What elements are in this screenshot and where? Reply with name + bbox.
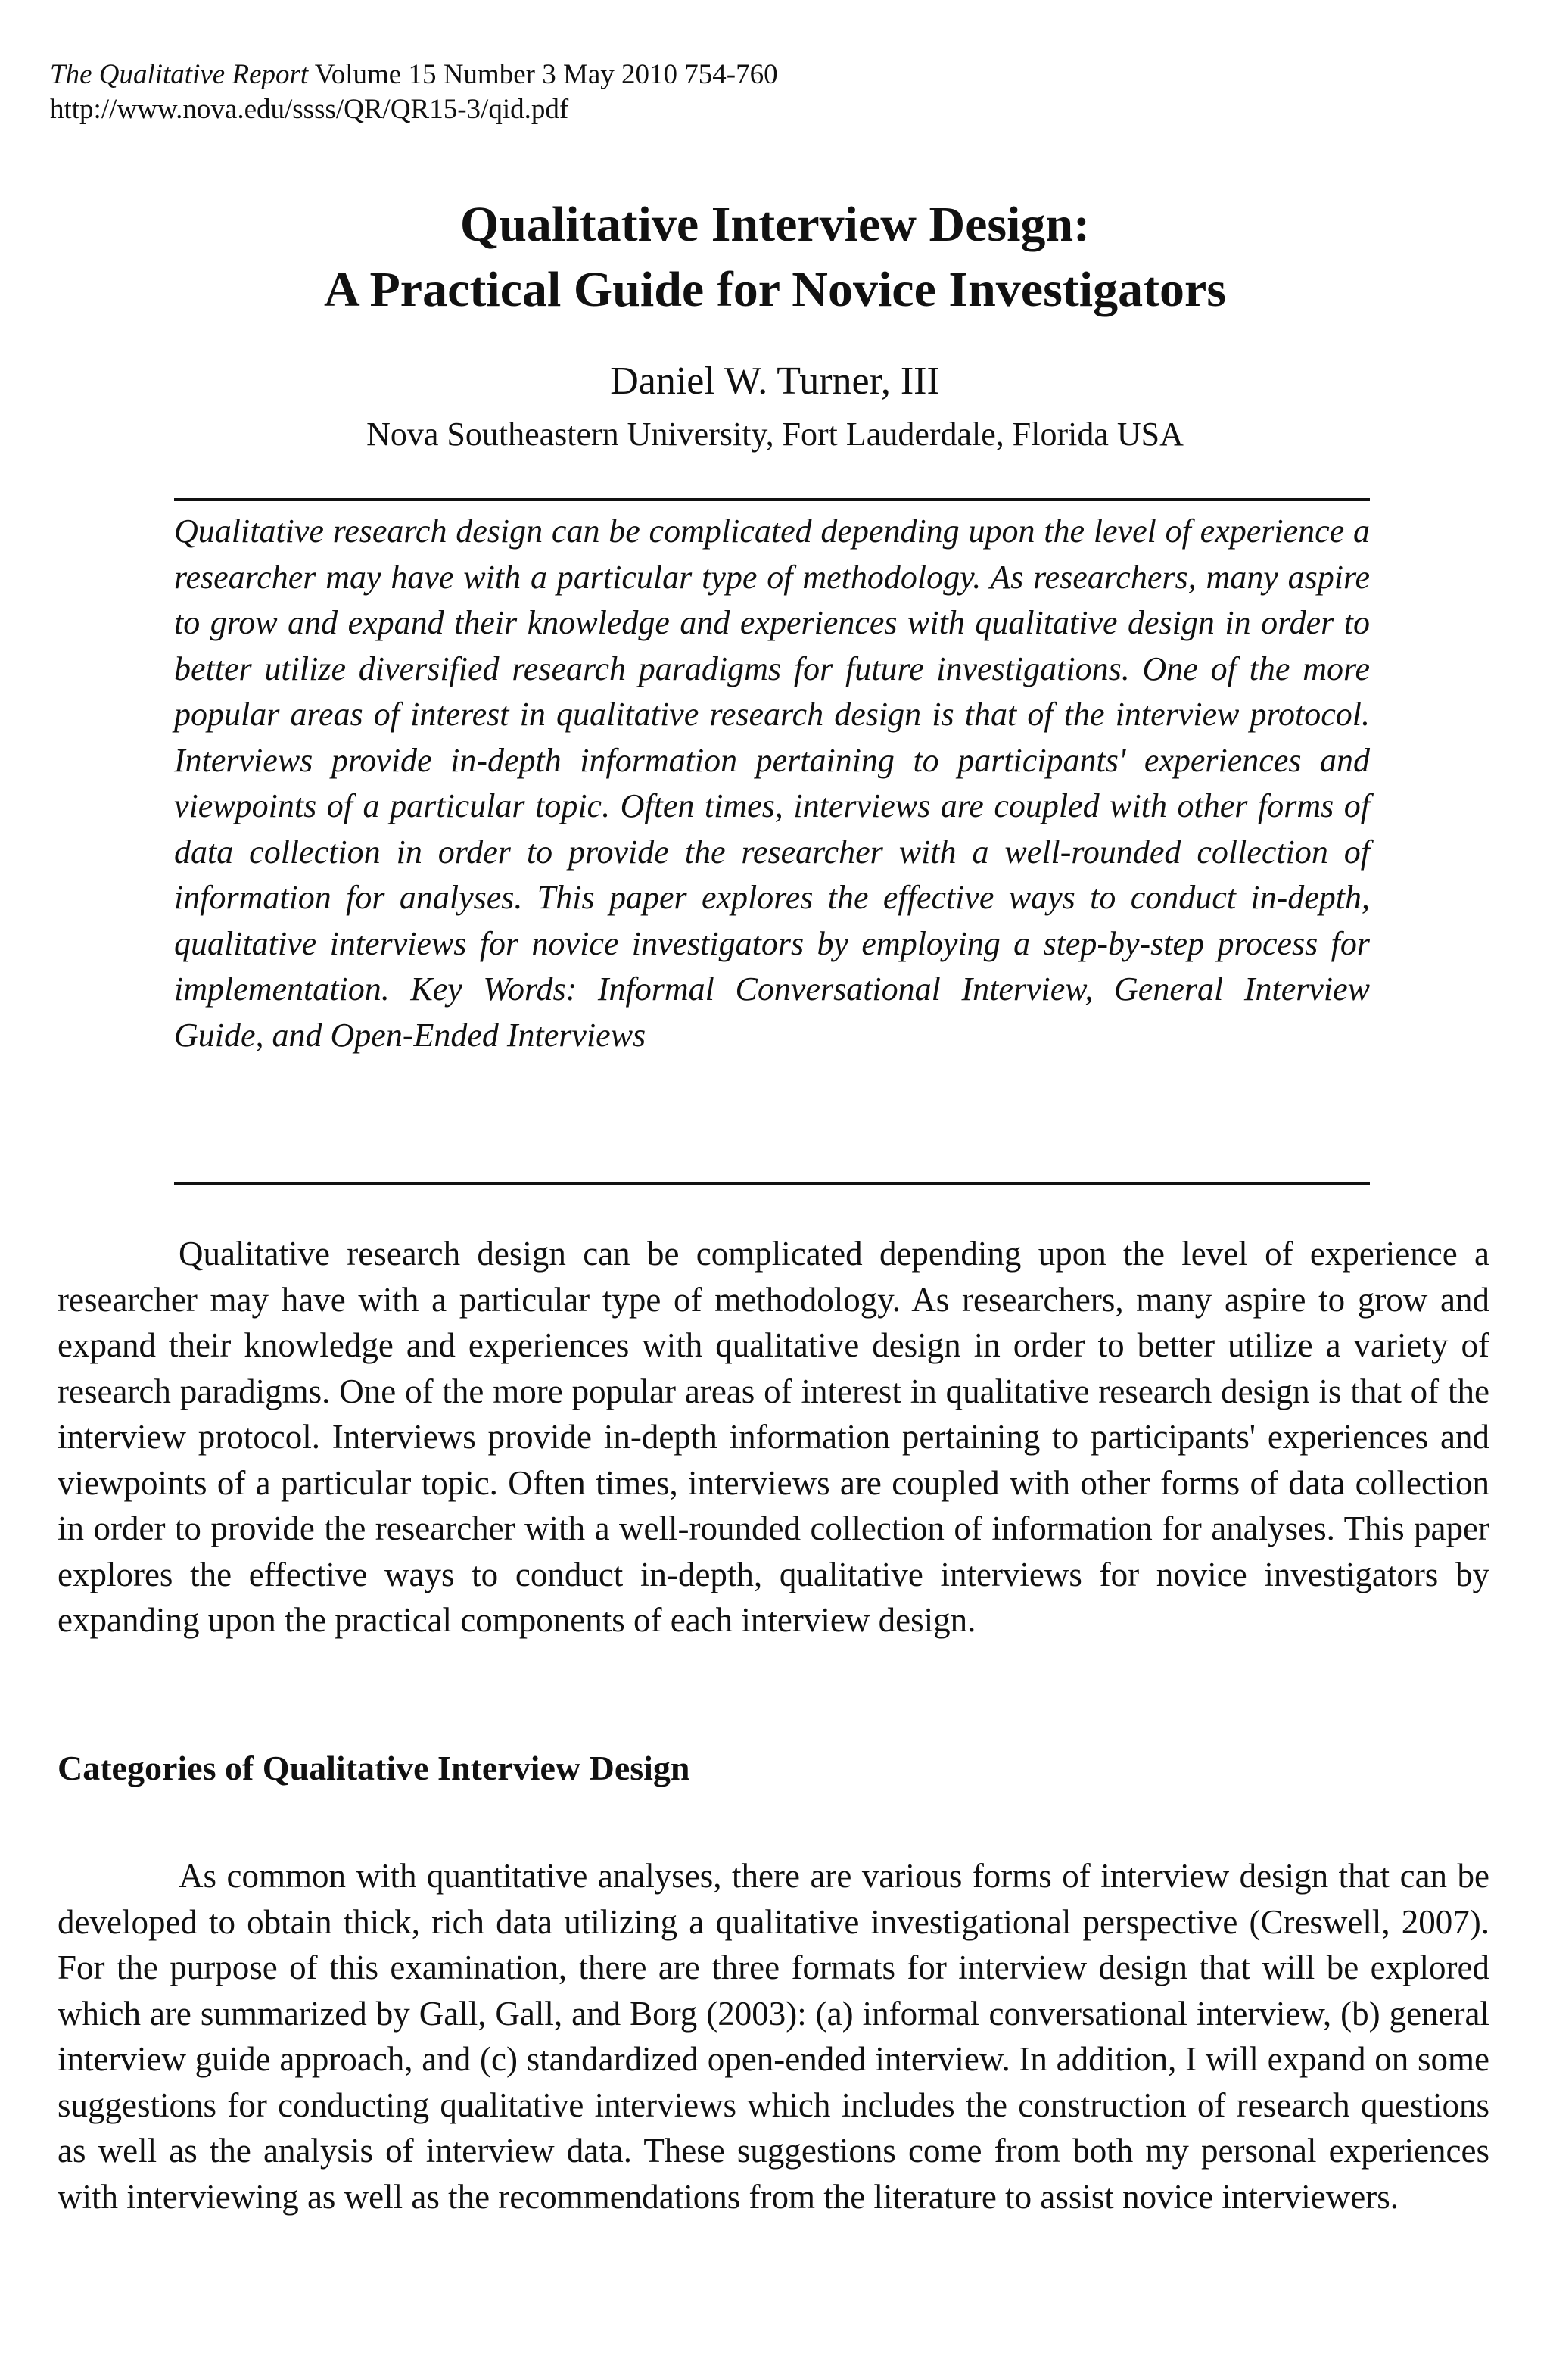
author-name: Daniel W. Turner, III xyxy=(610,360,940,403)
abstract-bottom-rule xyxy=(174,1182,1370,1185)
journal-header xyxy=(50,58,778,127)
abstract: Qualitative research design can be complicated depending upon the level of experience a researcher may have with a particular type of methodology. As researchers, many aspire to grow and expand their knowledge and experiences with qualitative design in order to better utilize diversified research paradigms for future investigations. One of the more popular areas of interest in qualitative research design is that of the interview protocol. Interviews provide in-depth information pertaining to participants' experiences and viewpoints of a particular topic. Often times, interviews are coupled with other forms of data collection in order to provide the researcher with a well-rounded collection of information for analyses. This paper explores the effective ways to conduct in-depth, qualitative interviews for novice investigators by employing a step-by-step process for implementation. Key Words: Informal Conversational Interview, General Interview Guide, and Open-Ended Interviews xyxy=(174,512,1370,1054)
journal-name: The Qualitative Report xyxy=(50,59,309,90)
title-line-1: Qualitative Interview Design: xyxy=(459,197,1091,252)
section-heading: Categories of Qualitative Interview Design xyxy=(58,1749,690,1787)
journal-issue: Volume 15 Number 3 May 2010 754-760 xyxy=(314,59,778,90)
title-line-2: A Practical Guide for Novice Investigators xyxy=(323,262,1227,317)
section-paragraph: As common with quantitative analyses, there are various forms of interview design that can be developed to obtain thick, rich data utilizing a qualitative investigational perspective (Creswell, 2007). For the purpose of this examination, there are three formats for interview design that will be explored which are summarized by Gall, Gall, and Borg (2003): (a) informal conversational interview, (b) general interview guide approach, and (c) standardized open-ended interview. In addition, I will expand on some suggestions for conducting qualitative interviews which includes the construction of research questions as well as the analysis of interview data. These suggestions come from both my personal experiences with interviewing as well as the recommendations from the literature to assist novice interviewers. xyxy=(58,1857,1489,2216)
journal-url: http://www.nova.edu/ssss/QR/QR15-3/qid.pdf xyxy=(50,94,569,125)
journal-citation xyxy=(50,58,778,92)
paper-title xyxy=(0,192,1550,322)
intro-paragraph: Qualitative research design can be complicated depending upon the level of experience a researcher may have with a particular type of methodology. As researchers, many aspire to grow and expand their knowledge and experiences with qualitative design in order to better utilize a variety of research paradigms. One of the more popular areas of interest in qualitative research design is that of the interview protocol. Interviews provide in-depth information pertaining to participants' experiences and viewpoints of a particular topic. Often times, interviews are coupled with other forms of data collection in order to provide the researcher with a well-rounded collection of information for analyses. This paper explores the effective ways to conduct in-depth, qualitative interviews for novice investigators by expanding upon the practical components of each interview design. xyxy=(58,1235,1489,1639)
author-affiliation: Nova Southeastern University, Fort Lauderdale, Florida USA xyxy=(366,416,1184,453)
abstract-top-rule xyxy=(174,498,1370,501)
